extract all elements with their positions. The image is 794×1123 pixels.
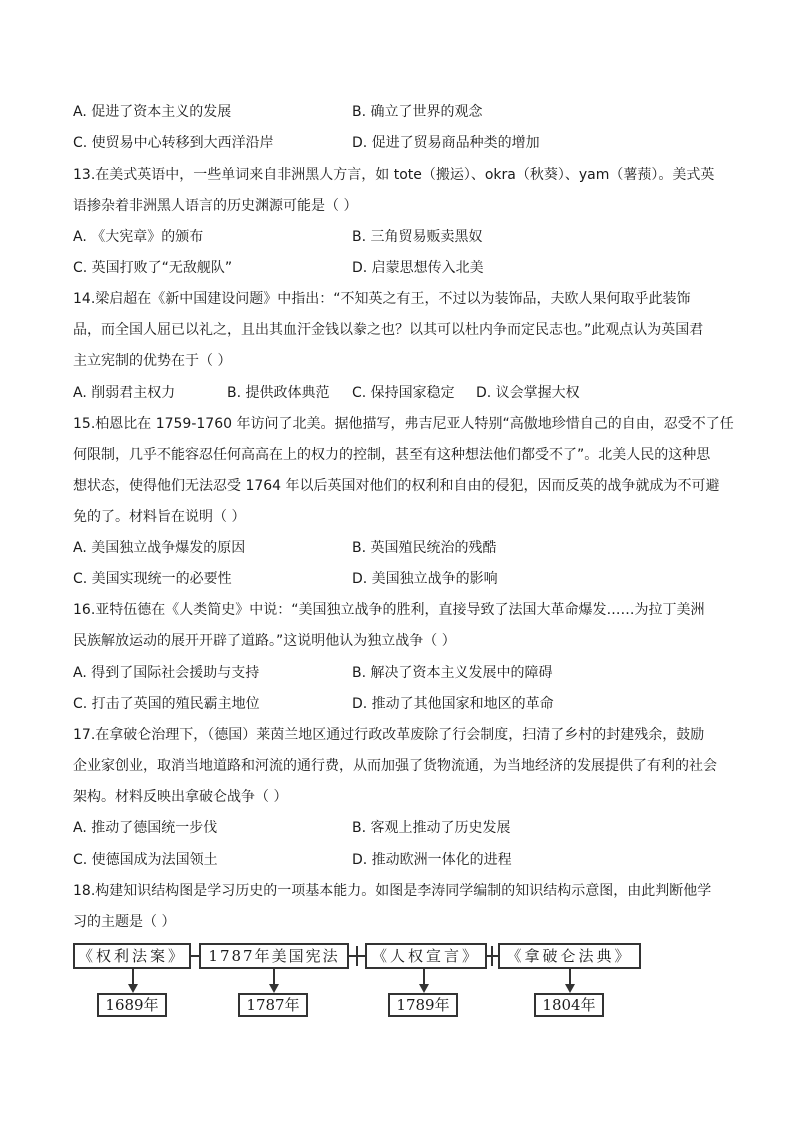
q15-options-row-1 bbox=[73, 538, 733, 558]
q13-options-row-2 bbox=[73, 258, 733, 278]
q16-option-d[interactable]: D. 推动了其他国家和地区的革命 bbox=[352, 696, 554, 712]
diagram-arrow-line-4 bbox=[569, 969, 571, 985]
q16-stem-line-1: 16.亚特伍德在《人类简史》中说：“美国独立战争的胜利，直接导致了法国大革命爆发……为拉丁美洲 bbox=[73, 602, 705, 618]
diagram-arrow-line-1 bbox=[132, 969, 134, 985]
q17-option-a[interactable]: A. 推动了德国统一步伐 bbox=[73, 820, 218, 836]
q13-options-row-1 bbox=[73, 227, 733, 247]
q17-options-row-2 bbox=[73, 850, 733, 870]
knowledge-structure-diagram bbox=[73, 943, 653, 1023]
q14-stem-line-3: 主立宪制的优势在于（ ） bbox=[73, 353, 232, 369]
q12-options-row-2 bbox=[73, 133, 733, 153]
q12-option-d[interactable]: D. 促进了贸易商品种类的增加 bbox=[352, 135, 540, 151]
diagram-year-box-2: 1787年 bbox=[238, 993, 308, 1017]
diagram-connector-3-tick bbox=[491, 946, 493, 966]
q17-stem-line-2: 企业家创业，取消当地道路和河流的通行费，从而加强了货物流通，为当地经济的发展提供了有利的社会 bbox=[73, 758, 717, 774]
q16-stem-line-2: 民族解放运动的展开开辟了道路。”这说明他认为独立战争（ ） bbox=[73, 633, 456, 649]
diagram-year-box-1: 1689年 bbox=[97, 993, 167, 1017]
q14-option-d[interactable]: D. 议会掌握大权 bbox=[476, 385, 580, 401]
q13-option-d[interactable]: D. 启蒙思想传入北美 bbox=[352, 260, 484, 276]
q16-options-row-2 bbox=[73, 694, 733, 714]
q17-stem-line-3: 架构。材料反映出拿破仑战争（ ） bbox=[73, 789, 288, 805]
diagram-year-box-3: 1789年 bbox=[388, 993, 458, 1017]
q17-options-row-1 bbox=[73, 818, 733, 838]
diagram-arrow-line-3 bbox=[423, 969, 425, 985]
q15-stem-line-2: 何限制，几乎不能容忍任何高高在上的权力的控制，甚至有这种想法他们都受不了”。北美人民的这种思 bbox=[73, 447, 711, 463]
q14-stem-line-1: 14.梁启超在《新中国建设问题》中指出：“不知英之有王，不过以为装饰品，夫欧人果何取乎此装饰 bbox=[73, 291, 691, 307]
diagram-arrow-head-4 bbox=[565, 984, 575, 993]
q14-stem-line-2: 品，而全国人屈已以礼之，且出其血汗金钱以豢之也？以其可以杜内争而定民志也。”此观点认为英国君 bbox=[73, 322, 704, 338]
q16-option-c[interactable]: C. 打击了英国的殖民霸主地位 bbox=[73, 696, 260, 712]
q15-option-b[interactable]: B. 英国殖民统治的残酷 bbox=[352, 540, 497, 556]
q16-option-a[interactable]: A. 得到了国际社会援助与支持 bbox=[73, 665, 260, 681]
q15-option-a[interactable]: A. 美国独立战争爆发的原因 bbox=[73, 540, 246, 556]
q17-stem-line-1: 17.在拿破仑治理下，（德国）莱茵兰地区通过行政改革废除了行会制度，扫清了乡村的封建残余，鼓励 bbox=[73, 727, 705, 743]
q13-option-b[interactable]: B. 三角贸易贩卖黑奴 bbox=[352, 229, 483, 245]
q13-stem-line-1: 13.在美式英语中，一些单词来自非洲黑人方言，如 tote（搬运）、okra（秋葵）、yam（薯蓣）。美式英 bbox=[73, 167, 715, 183]
diagram-arrow-head-2 bbox=[269, 984, 279, 993]
diagram-doc-box-1: 《权利法案》 bbox=[73, 943, 191, 969]
q16-options-row-1 bbox=[73, 663, 733, 683]
diagram-connector-1 bbox=[191, 955, 199, 957]
q14-option-c[interactable]: C. 保持国家稳定 bbox=[352, 385, 455, 401]
diagram-year-box-4: 1804年 bbox=[534, 993, 604, 1017]
q14-option-b[interactable]: B. 提供政体典范 bbox=[227, 385, 330, 401]
q15-option-d[interactable]: D. 美国独立战争的影响 bbox=[352, 571, 498, 587]
q15-option-c[interactable]: C. 美国实现统一的必要性 bbox=[73, 571, 232, 587]
diagram-arrow-head-3 bbox=[419, 984, 429, 993]
q17-option-c[interactable]: C. 使德国成为法国领土 bbox=[73, 852, 218, 868]
q18-stem-line-2: 习的主题是（ ） bbox=[73, 914, 176, 930]
diagram-doc-box-3: 《人权宣言》 bbox=[365, 943, 487, 969]
diagram-arrow-line-2 bbox=[273, 969, 275, 985]
q15-options-row-2 bbox=[73, 569, 733, 589]
diagram-doc-box-4: 《拿破仑法典》 bbox=[498, 943, 641, 969]
diagram-arrow-head-1 bbox=[128, 984, 138, 993]
q12-option-b[interactable]: B. 确立了世界的观念 bbox=[352, 104, 483, 120]
diagram-doc-box-2: 1787年美国宪法 bbox=[199, 943, 349, 969]
q15-stem-line-1: 15.柏恩比在 1759-1760 年访问了北美。据他描写，弗吉尼亚人特别“高傲地珍惜自己的自由，忍受不了任 bbox=[73, 416, 734, 432]
q13-option-a[interactable]: A. 《大宪章》的颁布 bbox=[73, 229, 204, 245]
diagram-connector-2-tick bbox=[356, 946, 358, 966]
q15-stem-line-3: 想状态，使得他们无法忍受 1764 年以后英国对他们的权利和自由的侵犯，因而反英的战争就成为不可避 bbox=[73, 478, 720, 494]
q12-option-a[interactable]: A. 促进了资本主义的发展 bbox=[73, 104, 232, 120]
q12-options-row-1 bbox=[73, 102, 733, 122]
q18-stem-line-1: 18.构建知识结构图是学习历史的一项基本能力。如图是李涛同学编制的知识结构示意图，由此判断他学 bbox=[73, 883, 712, 899]
q13-option-c[interactable]: C. 英国打败了“无敌舰队” bbox=[73, 260, 233, 276]
q14-options-row bbox=[73, 383, 733, 403]
q16-option-b[interactable]: B. 解决了资本主义发展中的障碍 bbox=[352, 665, 553, 681]
q13-stem-line-2: 语掺杂着非洲黑人语言的历史渊源可能是（ ） bbox=[73, 198, 358, 214]
q17-option-d[interactable]: D. 推动欧洲一体化的进程 bbox=[352, 852, 512, 868]
q15-stem-line-4: 免的了。材料旨在说明（ ） bbox=[73, 509, 246, 525]
q17-option-b[interactable]: B. 客观上推动了历史发展 bbox=[352, 820, 511, 836]
q12-option-c[interactable]: C. 使贸易中心转移到大西洋沿岸 bbox=[73, 135, 274, 151]
q14-option-a[interactable]: A. 削弱君主权力 bbox=[73, 385, 176, 401]
